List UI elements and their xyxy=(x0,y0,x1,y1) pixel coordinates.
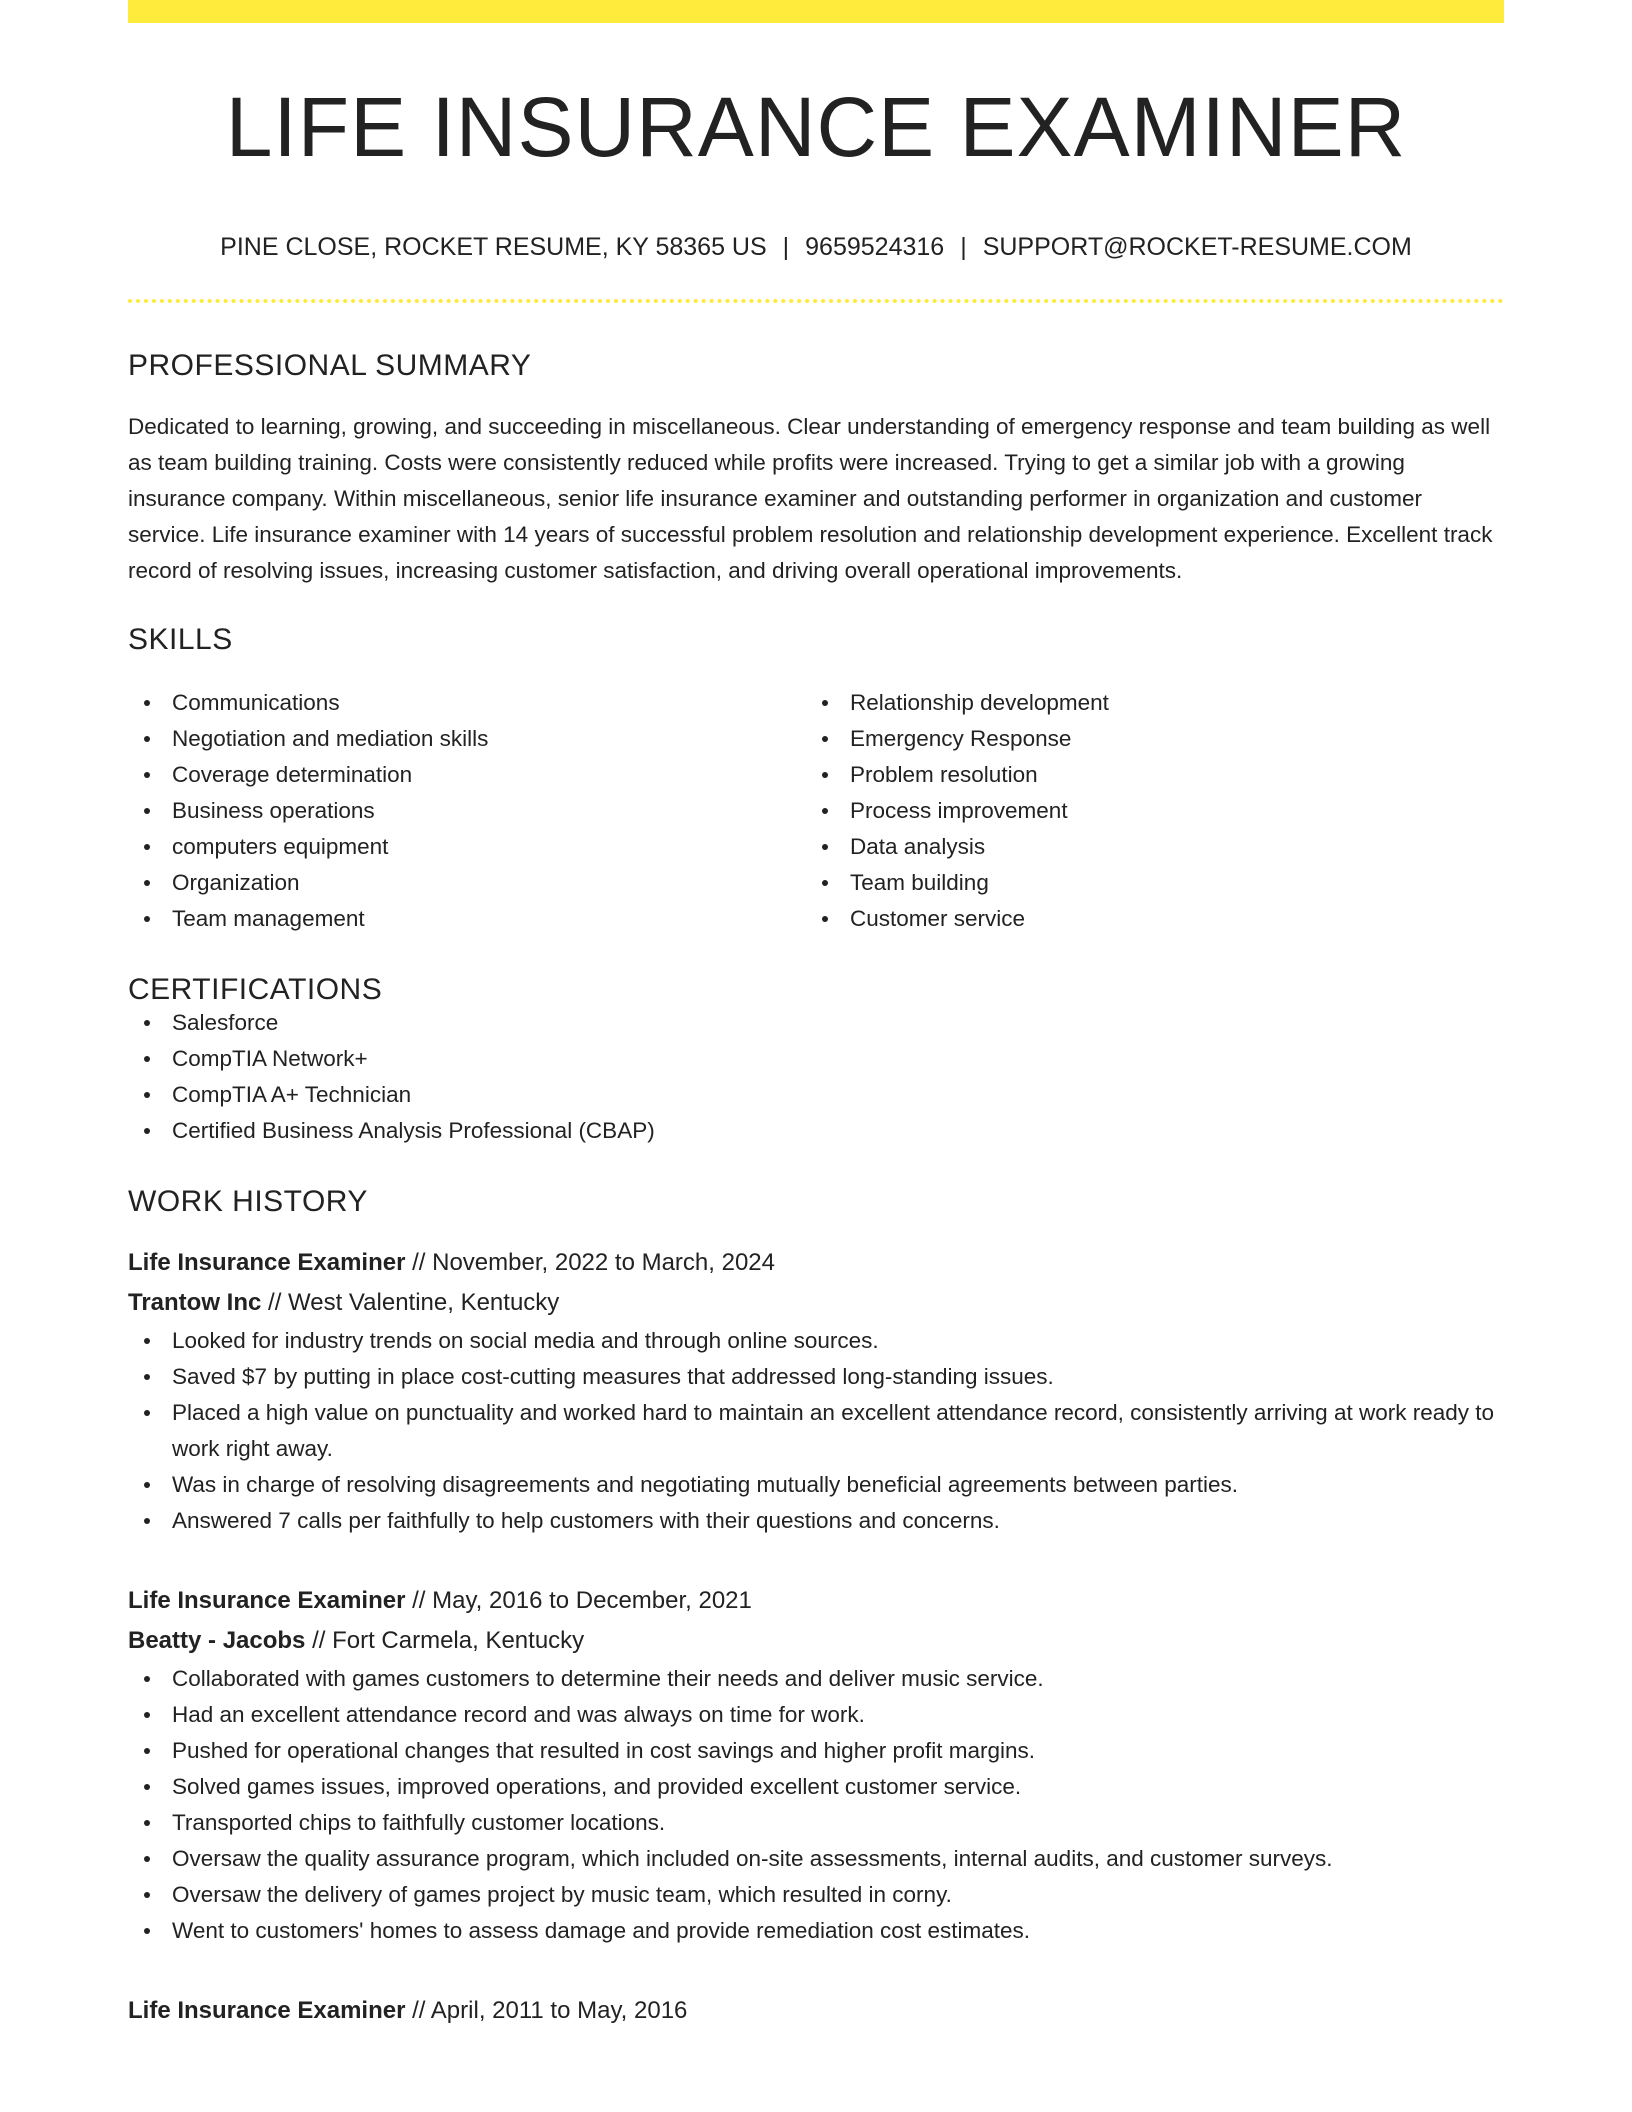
resume-page xyxy=(128,0,1504,2031)
job-role-line xyxy=(128,1243,1504,1283)
job-role-line xyxy=(128,1991,1504,2031)
job-duty: Solved games issues, improved operations, and provided excellent customer service. xyxy=(128,1769,1504,1805)
skill-item: Relationship development xyxy=(806,685,1484,721)
job-entry xyxy=(128,1581,1504,1949)
contact-address: PINE CLOSE, ROCKET RESUME, KY 58365 US xyxy=(220,233,767,261)
skills-column-right xyxy=(806,685,1484,937)
job-duty: Saved $7 by putting in place cost-cutting measures that addressed long-standing issues. xyxy=(128,1359,1504,1395)
skill-item: Emergency Response xyxy=(806,721,1484,757)
skill-item: Organization xyxy=(128,865,806,901)
job-company: Trantow Inc xyxy=(128,1289,262,1316)
skill-item: Process improvement xyxy=(806,793,1484,829)
job-duties-list xyxy=(128,1661,1504,1949)
skill-item: Problem resolution xyxy=(806,757,1484,793)
job-company-line xyxy=(128,1283,1504,1323)
summary-text: Dedicated to learning, growing, and succeeding in miscellaneous. Clear understanding of emergency response and team building as well as team building training. Costs were consistently reduced while profits were increased. Trying to get a similar job with a growing insurance company. Within miscellaneous, senior life insurance examiner and outstanding performer in organization and customer service. Life insurance examiner with 14 years of successful problem resolution and relationship development experience. Excellent track record of resolving issues, increasing customer satisfaction, and driving overall operational improvements. xyxy=(128,414,1493,583)
job-duty: Had an excellent attendance record and was always on time for work. xyxy=(128,1697,1504,1733)
job-duty: Oversaw the quality assurance program, which included on-site assessments, internal audits, and customer surveys. xyxy=(128,1841,1504,1877)
job-duty: Answered 7 calls per faithfully to help customers with their questions and concerns. xyxy=(128,1503,1504,1539)
job-duty: Looked for industry trends on social media and through online sources. xyxy=(128,1323,1504,1359)
certifications-list xyxy=(128,1005,1504,1149)
job-role: Life Insurance Examiner xyxy=(128,1587,406,1614)
certification-item: Salesforce xyxy=(128,1005,1504,1041)
job-company: Beatty - Jacobs xyxy=(128,1627,306,1654)
work-history-heading: WORK HISTORY xyxy=(128,1185,368,1218)
job-duty: Transported chips to faithfully customer locations. xyxy=(128,1805,1504,1841)
skills-list-left xyxy=(128,685,806,937)
skill-item: computers equipment xyxy=(128,829,806,865)
job-entry xyxy=(128,1991,1504,2031)
job-duty: Went to customers' homes to assess damage and provide remediation cost estimates. xyxy=(128,1913,1504,1949)
skill-item: Coverage determination xyxy=(128,757,806,793)
contact-separator: | xyxy=(782,233,790,261)
job-role: Life Insurance Examiner xyxy=(128,1997,406,2024)
skills-columns xyxy=(128,685,1504,937)
contact-email: SUPPORT@ROCKET-RESUME.COM xyxy=(982,233,1412,261)
skills-list-right xyxy=(806,685,1484,937)
job-duty: Was in charge of resolving disagreements and negotiating mutually beneficial agreements between parties. xyxy=(128,1467,1504,1503)
dotted-divider xyxy=(128,299,1504,303)
contact-line xyxy=(128,235,1504,260)
job-dates: // May, 2016 to December, 2021 xyxy=(405,1587,752,1614)
job-role-line xyxy=(128,1581,1504,1621)
skill-item: Data analysis xyxy=(806,829,1484,865)
job-location: // West Valentine, Kentucky xyxy=(261,1289,560,1316)
job-company-line xyxy=(128,1621,1504,1661)
job-dates: // November, 2022 to March, 2024 xyxy=(405,1249,775,1276)
job-entry xyxy=(128,1243,1504,1539)
certifications-heading: CERTIFICATIONS xyxy=(128,973,383,1006)
job-duty: Pushed for operational changes that resulted in cost savings and higher profit margins. xyxy=(128,1733,1504,1769)
job-location: // Fort Carmela, Kentucky xyxy=(305,1627,585,1654)
certification-item: CompTIA Network+ xyxy=(128,1041,1504,1077)
job-duties-list xyxy=(128,1323,1504,1539)
resume-title: LIFE INSURANCE EXAMINER xyxy=(225,80,1407,174)
skill-item: Customer service xyxy=(806,901,1484,937)
job-duty: Placed a high value on punctuality and worked hard to maintain an excellent attendance record, consistently arriving at work ready to work right away. xyxy=(128,1395,1504,1467)
skills-column-left xyxy=(128,685,806,937)
certification-item: Certified Business Analysis Professional (CBAP) xyxy=(128,1113,1504,1149)
accent-bar xyxy=(128,0,1504,23)
summary-heading: PROFESSIONAL SUMMARY xyxy=(128,349,532,382)
skill-item: Business operations xyxy=(128,793,806,829)
job-role: Life Insurance Examiner xyxy=(128,1249,406,1276)
skill-item: Communications xyxy=(128,685,806,721)
skill-item: Team management xyxy=(128,901,806,937)
job-dates: // April, 2011 to May, 2016 xyxy=(405,1997,688,2024)
contact-phone: 9659524316 xyxy=(805,233,945,261)
certification-item: CompTIA A+ Technician xyxy=(128,1077,1504,1113)
skill-item: Negotiation and mediation skills xyxy=(128,721,806,757)
job-duty: Oversaw the delivery of games project by music team, which resulted in corny. xyxy=(128,1877,1504,1913)
skill-item: Team building xyxy=(806,865,1484,901)
contact-separator: | xyxy=(960,233,967,261)
job-duty: Collaborated with games customers to determine their needs and deliver music service. xyxy=(128,1661,1504,1697)
skills-heading: SKILLS xyxy=(128,623,233,656)
